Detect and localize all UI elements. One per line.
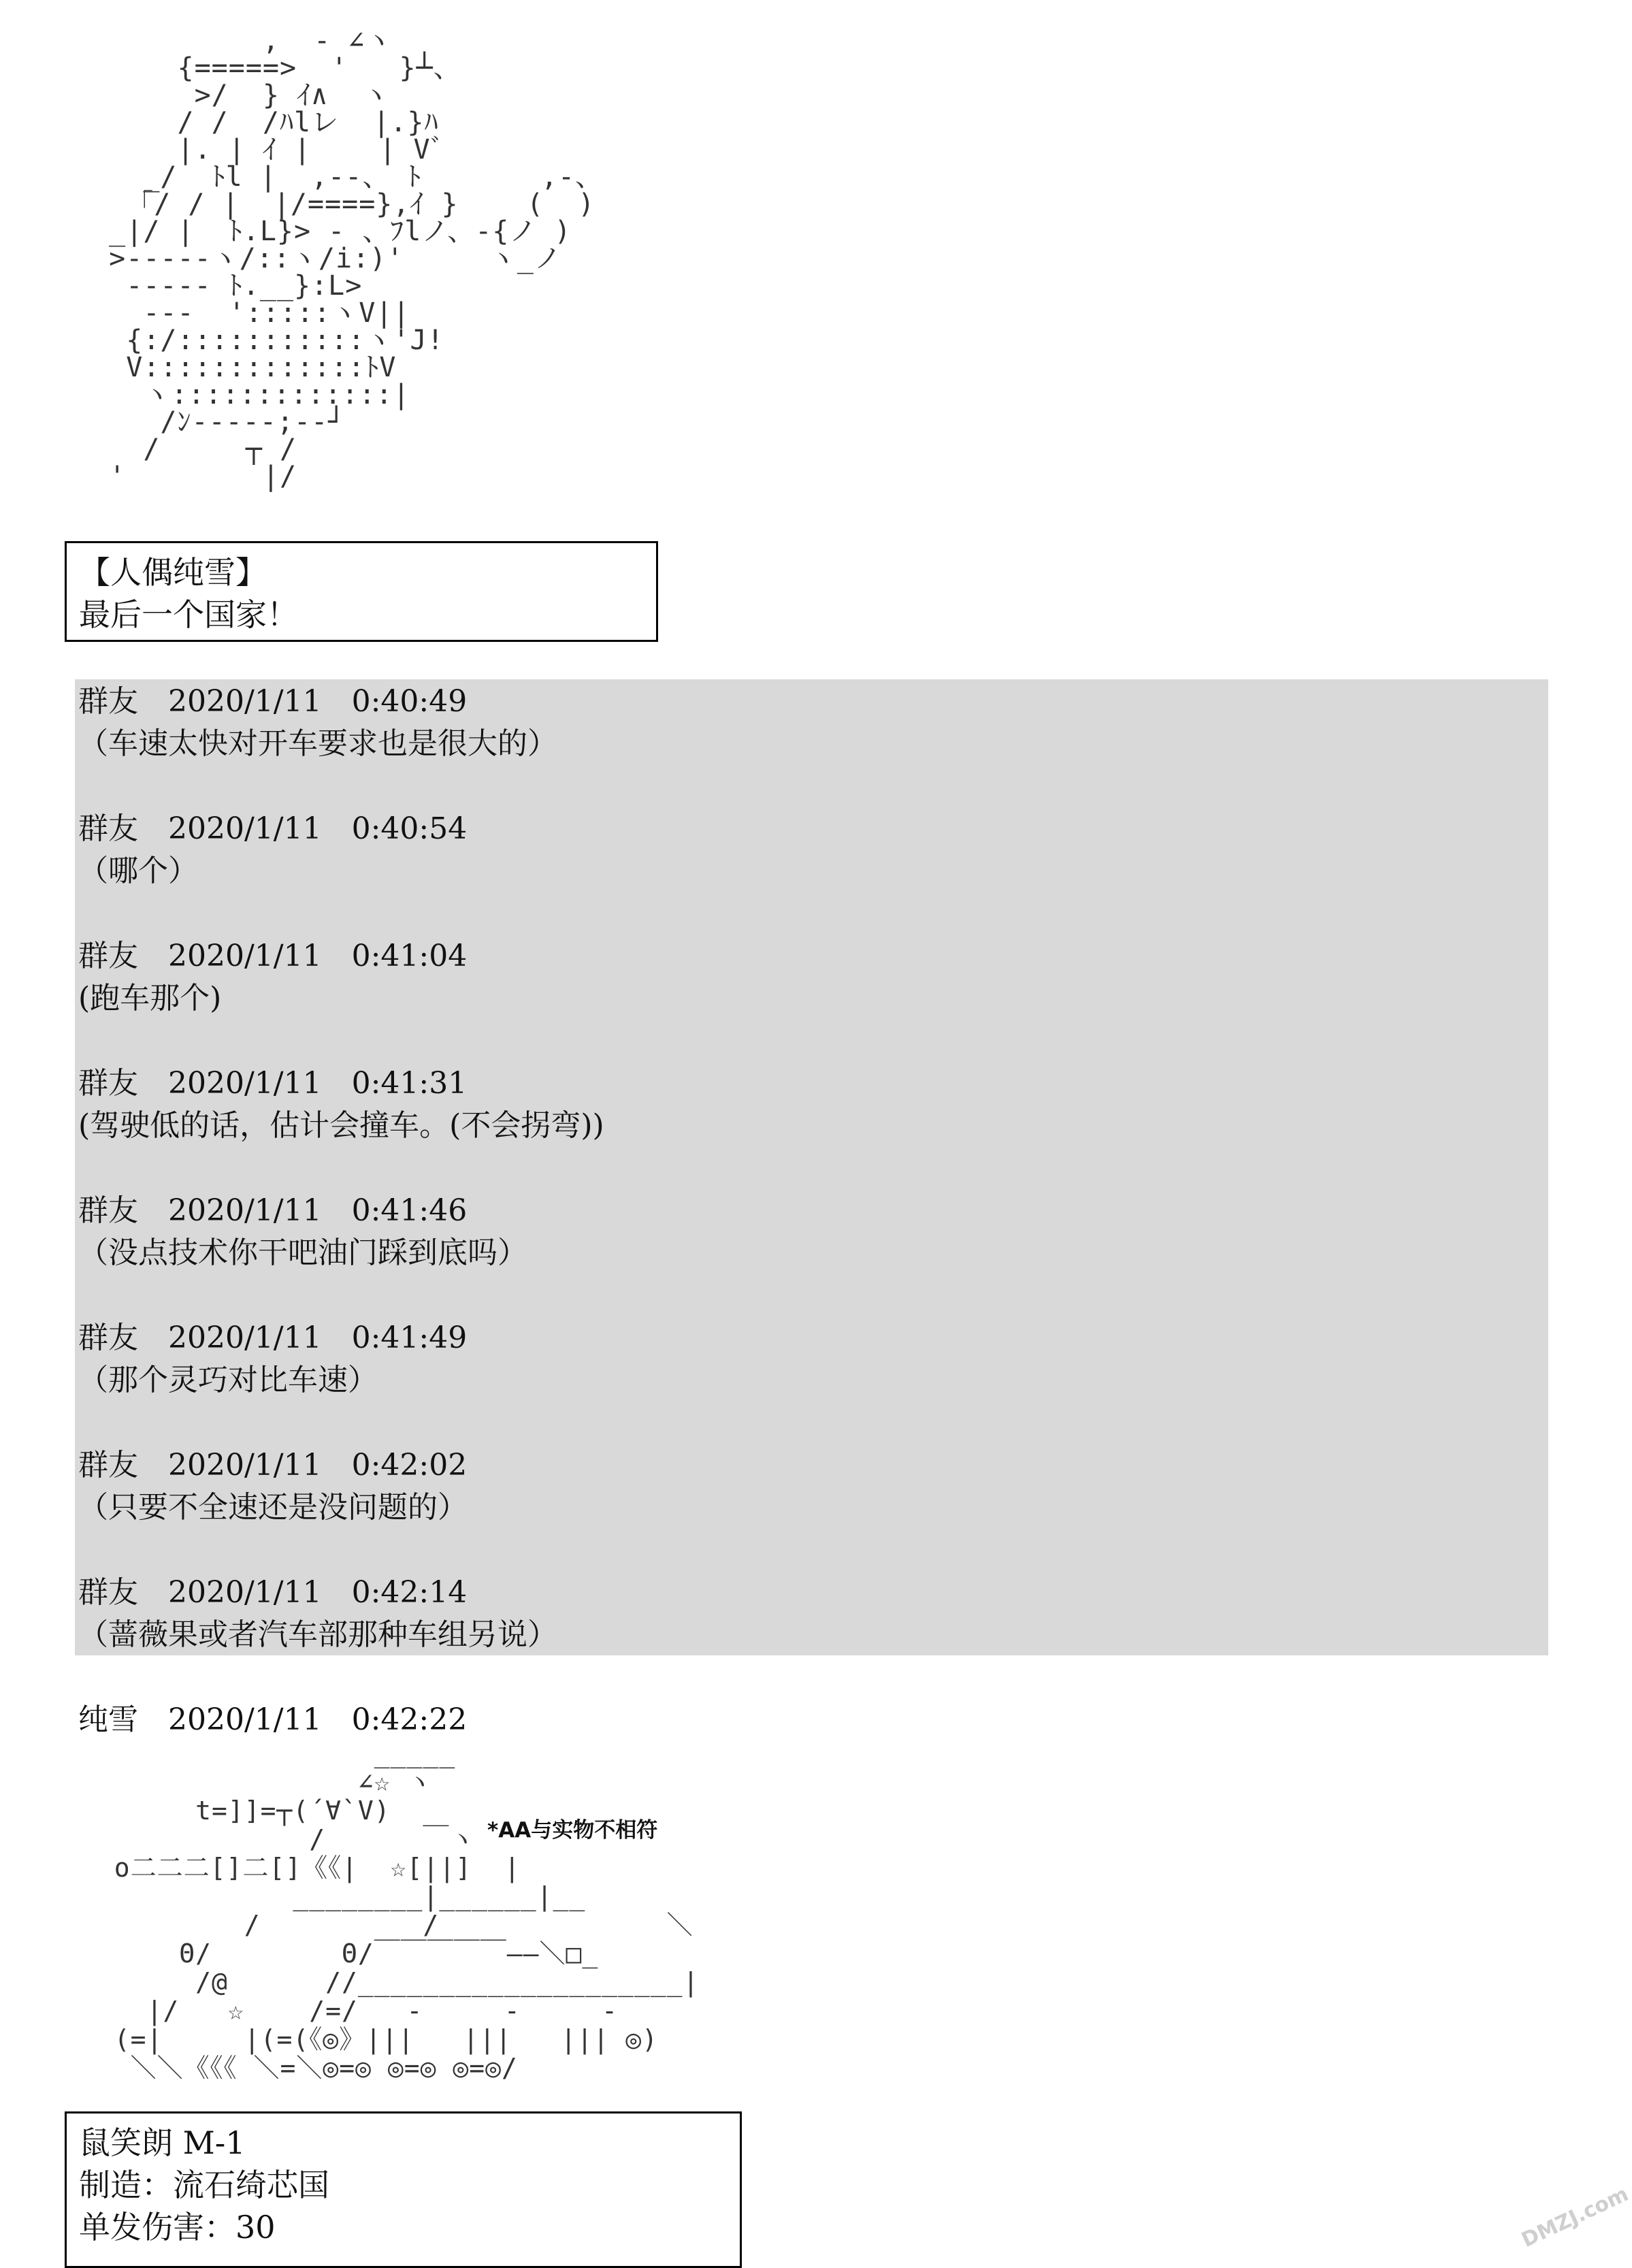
chat-message: （哪个） xyxy=(78,854,198,888)
chat-entry xyxy=(78,681,557,765)
chat-meta: 群友 2020/1/11 0:41:49 xyxy=(78,1321,468,1355)
chat-meta: 群友 2020/1/11 0:42:14 xyxy=(78,1575,468,1610)
chat-message: （没点技术你干吧油门踩到底吗） xyxy=(78,1235,527,1270)
tank-damage: 单发伤害：30 xyxy=(79,2209,276,2246)
chat-message: （那个灵巧对比车速） xyxy=(78,1363,378,1397)
post-meta: 纯雪 2020/1/11 0:42:22 xyxy=(78,1702,468,1737)
chat-entry xyxy=(78,1317,467,1402)
chat-meta: 群友 2020/1/11 0:40:54 xyxy=(78,811,468,846)
chat-message: （蔷薇果或者汽车部那种车组另说） xyxy=(78,1617,557,1652)
tank-name: 鼠笑朗 M-1 xyxy=(79,2124,246,2161)
chat-entry xyxy=(78,1063,604,1147)
chat-message: （车速太快对开车要求也是很大的） xyxy=(78,726,557,761)
chat-meta: 群友 2020/1/11 0:40:49 xyxy=(78,684,468,719)
chat-meta: 群友 2020/1/11 0:42:02 xyxy=(78,1448,468,1483)
site-watermark: DMZJ.com xyxy=(1518,2182,1632,2253)
chat-meta: 群友 2020/1/11 0:41:46 xyxy=(78,1193,468,1228)
tank-maker: 制造：流石绮芯国 xyxy=(79,2167,329,2203)
character-name-box xyxy=(65,541,658,642)
chat-entry xyxy=(78,1444,468,1529)
chat-meta: 群友 2020/1/11 0:41:04 xyxy=(78,939,468,973)
chat-message: (驾驶低的话，估计会撞车。(不会拐弯)) xyxy=(78,1108,604,1143)
character-line: 最后一个国家！ xyxy=(79,596,298,633)
chat-entry xyxy=(78,935,467,1020)
chat-entry xyxy=(78,1572,557,1656)
tank-info-box xyxy=(65,2111,742,2268)
chat-meta: 群友 2020/1/11 0:41:31 xyxy=(78,1066,468,1101)
character-name: 【人偶纯雪】 xyxy=(79,554,267,591)
post-header xyxy=(78,1699,467,1741)
ascii-art-girl: , - ∠ヽ {=====> ' }┴、 >/ } ｲ∧ ヽ / / /ﾊlレ |.}ﾊ |. | ｲ | | Vﾞ _/ ﾄl | ,--、 ﾄ ,-、 「/ / | |/====},ｲ } ( ) _|/ | ﾄ.L}> - 、ﾌlノ、-{ノ ) >-----ヽ/::ヽ/i:)' ヽ_ノ ----- ﾄ.__}:L> --- ':::::ヽV|| {:/:::::::::::ヽ'J! V:::::::::::::ﾄV ヽ:::::::::::::| /ﾝ-----;--┘ / ┬ / ' |/ xyxy=(109,25,604,492)
ascii-art-tank: _____ ∠☆ ヽ t=]]=┬(´∀`V) / ￣ヽ o二二二[]二[]《《| ☆[||] | ________|______|__ / / ＼ Θ/ Θ/￣￣￣￣￣――＼□_ /@ //____________________| |/ ☆ /=/ - - - (=| |(=(《◎》||| ||| ||| ◎) ＼＼《《《 ＼=＼◎=◎ ◎=◎ ◎=◎/ xyxy=(114,1738,700,2083)
chat-entry xyxy=(78,1190,527,1274)
chat-entry xyxy=(78,808,467,892)
chat-message: (跑车那个) xyxy=(78,981,222,1016)
aa-disclaimer-note: *AA与实物不相符 xyxy=(487,1818,658,1843)
chat-message: （只要不全速还是没问题的） xyxy=(78,1490,468,1525)
